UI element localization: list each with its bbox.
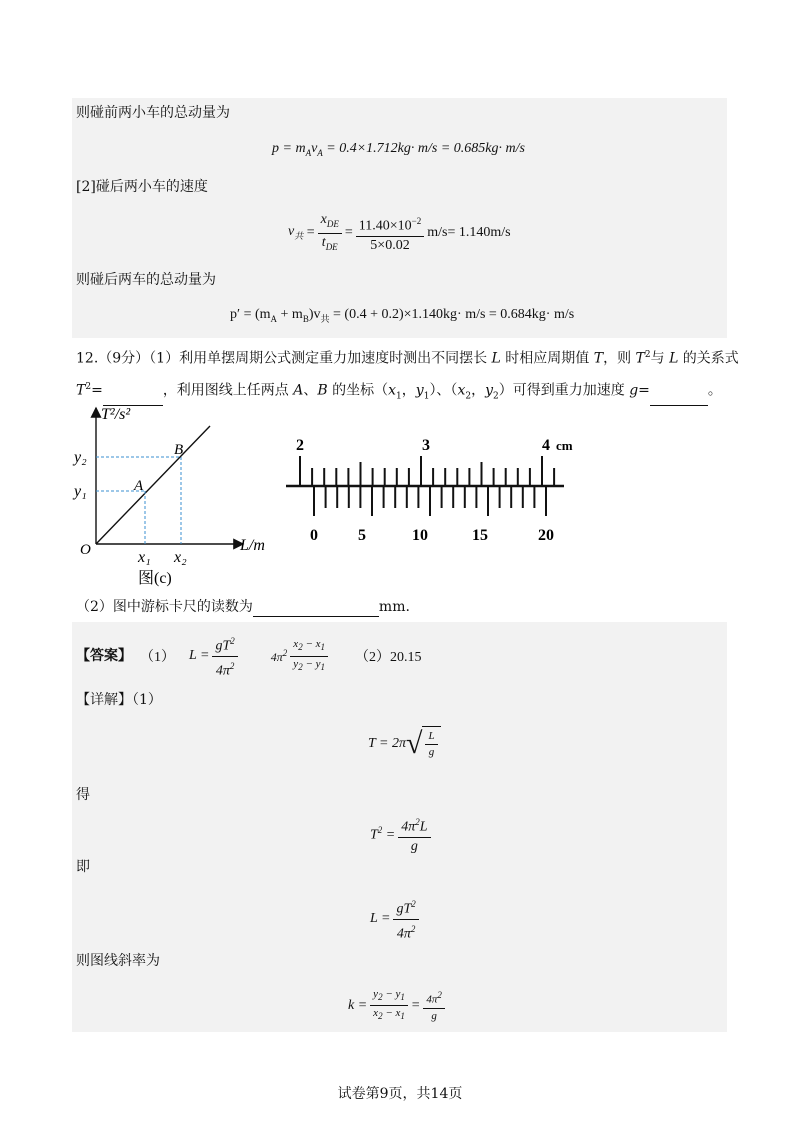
y1-label: y₁ — [74, 483, 87, 500]
eq-t-squared: $T^2$ = $\frac{4\pi^2L}{g}$ — [370, 814, 434, 855]
eq-period: T = 2π √ $\frac{L}{g}$ — [368, 726, 441, 762]
main-unit: cm — [556, 438, 573, 453]
vernier-scale — [314, 486, 546, 516]
graph-caption: 图(c) — [138, 570, 172, 587]
after-speed-label: [2]碰后两小车的速度 — [76, 179, 208, 195]
question-12-line2: $T^2=$ ，利用图线上任两点 A、B 的坐标（$x_1$，$y_1$）、（$x_2$，$y_2$）可得到重力加速度 g= 。 — [76, 377, 722, 406]
point-a-label: A — [134, 478, 144, 494]
y2-label: y₂ — [74, 449, 87, 466]
t2-vs-l-graph — [68, 402, 278, 592]
before-total-label: 则碰前两小车的总动量为 — [76, 105, 230, 121]
vernier-caliper — [280, 428, 590, 548]
eq-common-velocity: $v_共$ = $\frac{x_{DE}}{t_{DE}}$ = $\frac{11.40\times 10^{-2}}{5\times 0.02}$ m/s= 1.140m/s — [288, 212, 511, 253]
x1-label: x₁ — [138, 549, 151, 566]
vernier-label-15: 15 — [472, 527, 488, 544]
question-12-line1: 12.（9分）（1）利用单摆周期公式测定重力加速度时测出不同摆长 L 时相应周期值 T，则 $T^2$与 L 的关系式 — [76, 350, 739, 367]
x2-label: x₂ — [174, 549, 187, 566]
x-axis-label: L/m — [240, 537, 265, 554]
main-label-2: 2 — [296, 437, 304, 454]
graph-line — [96, 426, 210, 544]
vernier-label-20: 20 — [538, 527, 554, 544]
eq-total-momentum-before: $p = m_Av_A = 0.4\times 1.712kg\cdot m/s = 0.685kg\cdot m/s$ — [272, 141, 525, 158]
origin-label: O — [80, 542, 91, 558]
after-total-label: 则碰后两车的总动量为 — [76, 272, 216, 288]
y-axis-label: T²/s² — [101, 406, 131, 423]
eq-l: L = $\frac{gT^2}{4\pi^2}$ — [370, 896, 422, 942]
slope-label: 则图线斜率为 — [76, 953, 160, 969]
eq-total-momentum-after: $p' = (m_A + m_B)v_共 = (0.4 + 0.2)\times 1.140kg\cdot m/s = 0.684kg\cdot m/s$ — [230, 307, 575, 324]
vernier-label-5: 5 — [358, 527, 366, 544]
de-label: 得 — [76, 787, 90, 803]
eq-slope: k = $\frac{y_2 - y_1}{x_2 - x_1}$ = $\frac{4\pi^2}{g}$ — [348, 988, 448, 1023]
vernier-label-0: 0 — [310, 527, 318, 544]
page-footer: 试卷第9页，共14页 — [337, 1086, 463, 1102]
detail-label: 【详解】（1） — [76, 692, 162, 708]
point-b-label: B — [174, 442, 184, 458]
main-label-4: 4 — [542, 437, 550, 454]
question-12-part2: （2）图中游标卡尺的读数为 mm. — [76, 599, 410, 615]
main-scale — [300, 456, 554, 486]
answer-content: （1） L = $\frac{gT^2}{4\pi^2}$ $4\pi^2$ $\frac{x_2 - x_1}{y_2 - y_1}$ （2）20.15 — [140, 638, 422, 674]
answer-label: 【答案】 — [76, 648, 132, 664]
ji-label: 即 — [76, 859, 90, 875]
main-label-3: 3 — [422, 437, 430, 454]
vernier-label-10: 10 — [412, 527, 428, 544]
